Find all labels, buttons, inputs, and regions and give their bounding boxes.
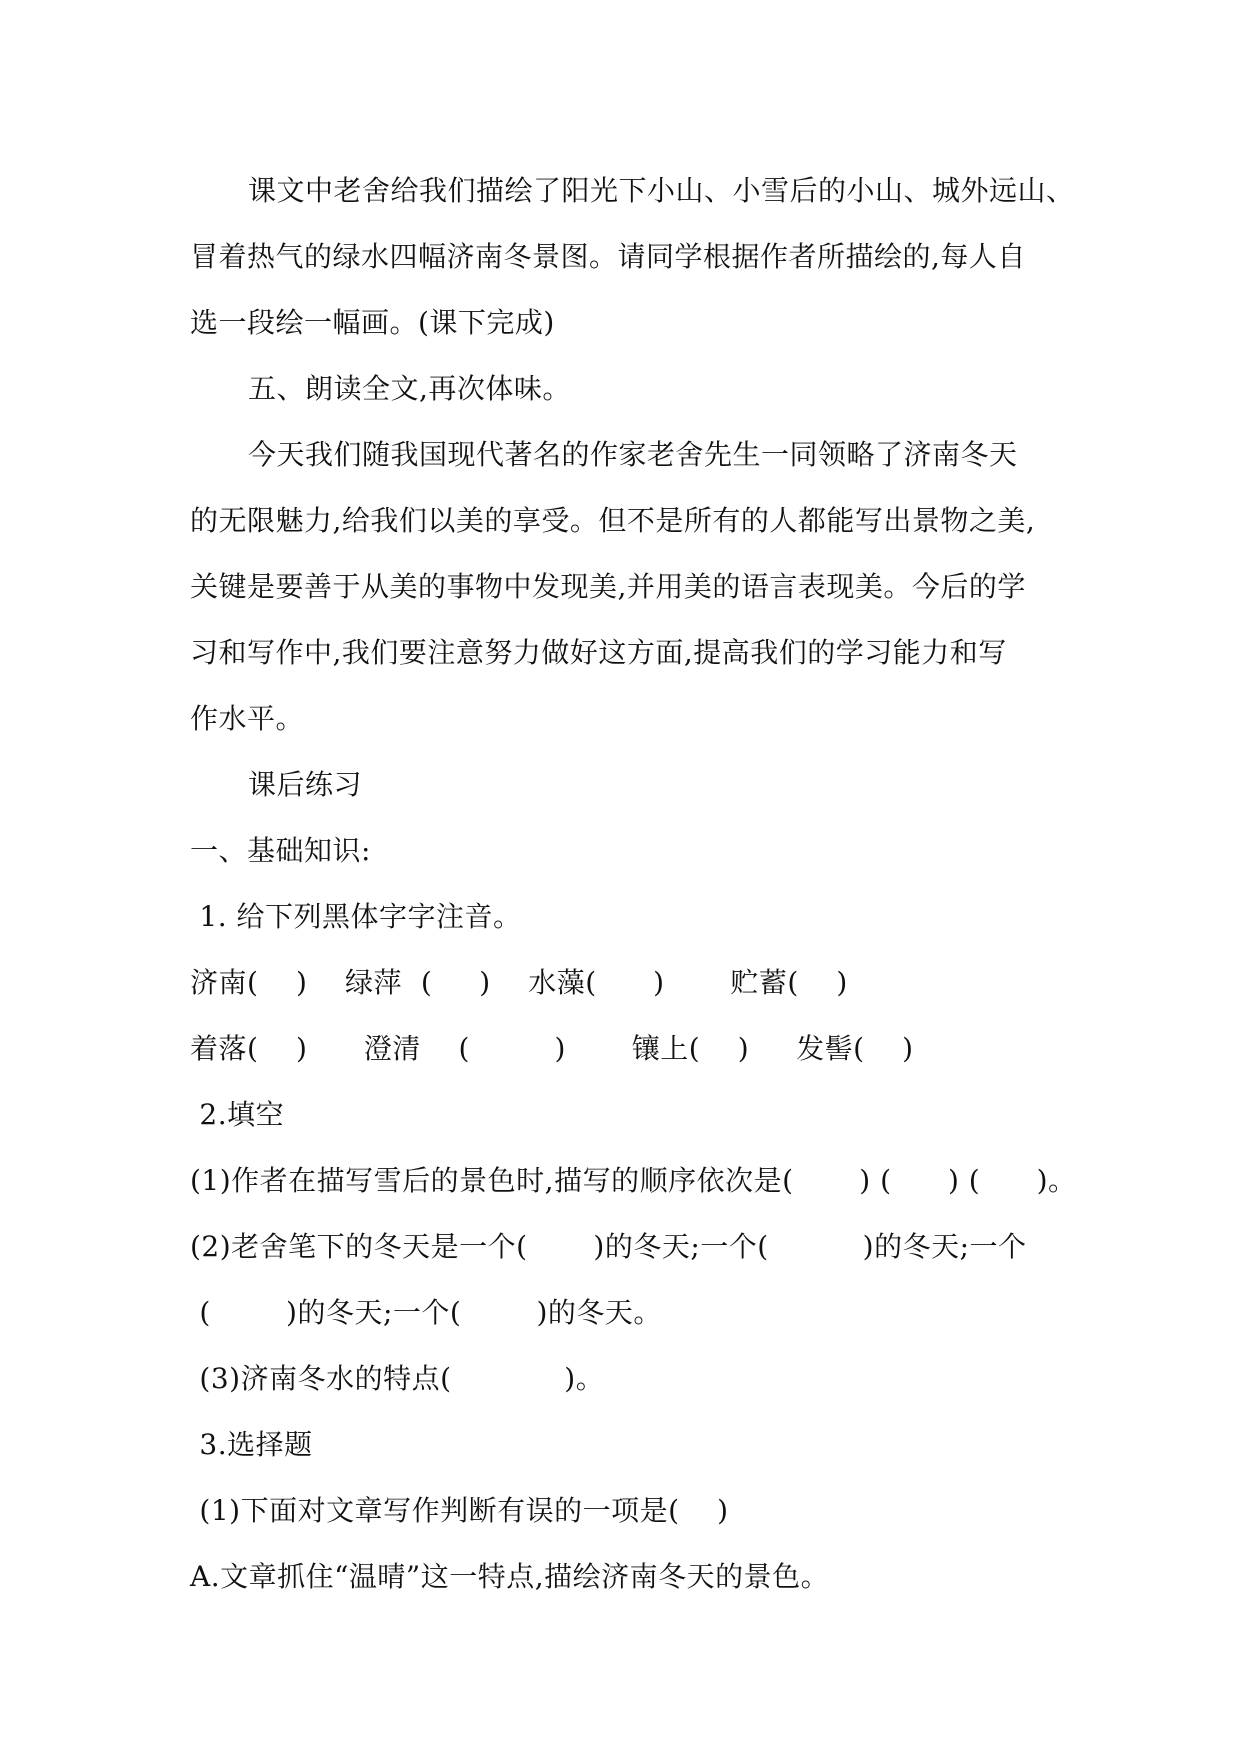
document-body (190, 158, 1077, 1610)
exercise-item-2: 2.填空 (190, 1098, 285, 1131)
fill-blank-1: (1)作者在描写雪后的景色时,描写的顺序依次是( ) ( ) ( )。 (190, 1164, 1077, 1197)
choice-question-1: (1)下面对文章写作判断有误的一项是( ) (190, 1494, 729, 1527)
exercise-title: 课后练习 (248, 768, 363, 801)
fill-blank-2-cont: ( )的冬天;一个( )的冬天。 (190, 1296, 662, 1329)
section-heading-5: 五、朗读全文,再次体味。 (248, 372, 571, 405)
pinyin-row-1: 济南( ) 绿萍 ( ) 水藻( ) 贮蓄( ) (190, 966, 848, 999)
pinyin-row-2: 着落( ) 澄清 ( ) 镶上( ) 发髻( ) (190, 1032, 914, 1065)
paragraph-line-2: 冒着热气的绿水四幅济南冬景图。请同学根据作者所描绘的,每人自 (190, 240, 1026, 273)
choice-option-a: A.文章抓住“温晴”这一特点,描绘济南冬天的景色。 (190, 1560, 830, 1593)
exercise-section-1: 一、基础知识: (190, 834, 371, 867)
exercise-item-3: 3.选择题 (190, 1428, 313, 1461)
paragraph-line-9: 作水平。 (190, 702, 305, 735)
paragraph-line-5: 今天我们随我国现代著名的作家老舍先生一同领略了济南冬天 (248, 438, 1018, 471)
exercise-item-1: 1. 给下列黑体字字注音。 (190, 900, 522, 933)
paragraph-line-6: 的无限魅力,给我们以美的享受。但不是所有的人都能写出景物之美, (190, 504, 1036, 537)
paragraph-line-3: 选一段绘一幅画。(课下完成) (190, 306, 555, 339)
fill-blank-3: (3)济南冬水的特点( )。 (190, 1362, 605, 1395)
fill-blank-2: (2)老舍笔下的冬天是一个( )的冬天;一个( )的冬天;一个 (190, 1230, 1027, 1263)
paragraph-line-1: 课文中老舍给我们描绘了阳光下小山、小雪后的小山、城外远山、 (248, 174, 1075, 207)
paragraph-line-7: 关键是要善于从美的事物中发现美,并用美的语言表现美。今后的学 (190, 570, 1026, 603)
paragraph-line-8: 习和写作中,我们要注意努力做好这方面,提高我们的学习能力和写 (190, 636, 1007, 669)
